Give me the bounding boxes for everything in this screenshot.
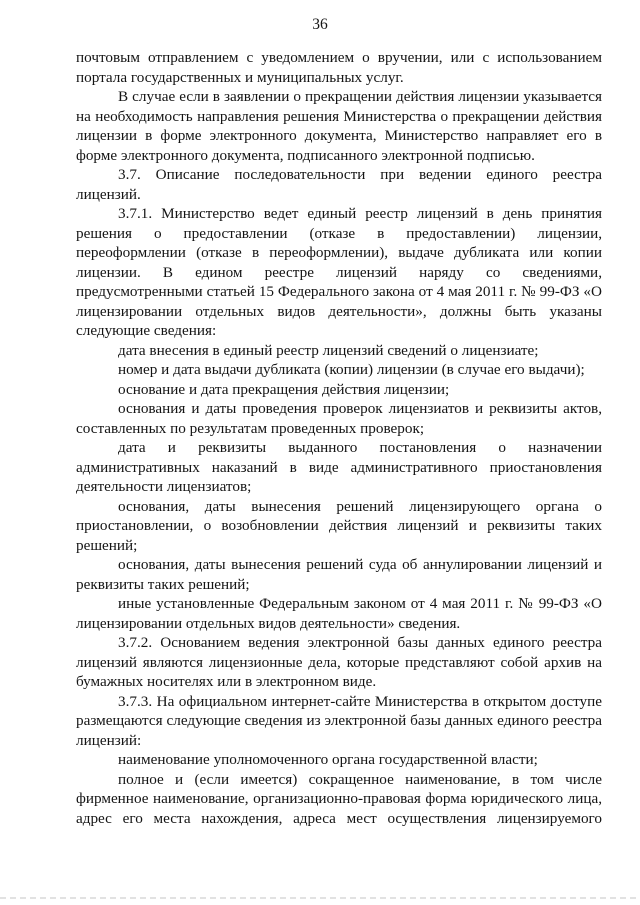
paragraph-3-7-3: 3.7.3. На официальном интернет-сайте Министерства в открытом доступе размещаются следующие сведения из электронной базы данных единого реестра лицензий: <box>76 692 602 749</box>
section-heading-3-7: 3.7. Описание последовательности при ведении единого реестра лицензий. <box>76 166 602 203</box>
list-item-duplicate-number: номер и дата выдачи дубликата (копии) лицензии (в случае его выдачи); <box>118 361 585 378</box>
list-item-suspension-decisions: основания, даты вынесения решений лицензирующего органа о приостановлении, о возобновлении действия лицензий и реквизиты таких решений; <box>76 497 602 554</box>
page-number: 36 <box>312 16 328 33</box>
scan-bottom-edge <box>0 897 640 899</box>
paragraph-termination-notice: В случае если в заявлении о прекращении действия лицензии указывается на необходимость направления решения Министерства о прекращении действия лицензии в форме электронного документа, Министерство направляет его в форме электронного документа, подписанного электронной подписью. <box>76 88 602 164</box>
list-item-termination-basis: основание и дата прекращения действия лицензии; <box>118 380 450 398</box>
document-body <box>76 48 602 828</box>
list-item-inspections: основания и даты проведения проверок лицензиатов и реквизиты актов, составленных по результатам проведенных проверок; <box>76 400 602 437</box>
paragraph-3-7-2: 3.7.2. Основанием ведения электронной базы данных единого реестра лицензий являются лицензионные дела, которые представляют собой архив на бумажных носителях или в электронном виде. <box>76 634 602 690</box>
list-item-full-name: полное и (если имеется) сокращенное наименование, в том числе фирменное наименование, организационно-правовая форма юридического лица, адрес его места нахождения, адреса мест осуществления лицензируемого <box>76 770 602 827</box>
paragraph-continuation: почтовым отправлением с уведомлением о вручении, или с использованием портала государственных и муниципальных услуг. <box>76 49 602 86</box>
list-item-authority-name: наименование уполномоченного органа государственной власти; <box>118 751 538 768</box>
list-item-registry-entry-date: дата внесения в единый реестр лицензий сведений о лицензиате; <box>118 341 539 359</box>
list-item-court-annulment: основания, даты вынесения решений суда об аннулировании лицензий и реквизиты таких решений; <box>76 556 602 593</box>
list-item-other-information: иные установленные Федеральным законом от 4 мая 2011 г. № 99-ФЗ «О лицензировании отдельных видов деятельности» сведения. <box>76 595 602 632</box>
list-item-administrative-penalties: дата и реквизиты выданного постановления о назначении административных наказаний в виде административного приостановления деятельности лицензиатов; <box>76 439 602 495</box>
paragraph-3-7-1: 3.7.1. Министерство ведет единый реестр лицензий в день принятия решения о предоставлении (отказе в предоставлении) лицензии, переоформлении (отказе в переоформлении), выдаче дубликата или копии лицензии. В едином реестре лицензий наряду со сведениями, предусмотренными статьей 15 Федерального закона от 4 мая 2011 г. № 99-ФЗ «О лицензировании отдельных видов деятельности», должны быть указаны следующие сведения: <box>76 205 602 339</box>
